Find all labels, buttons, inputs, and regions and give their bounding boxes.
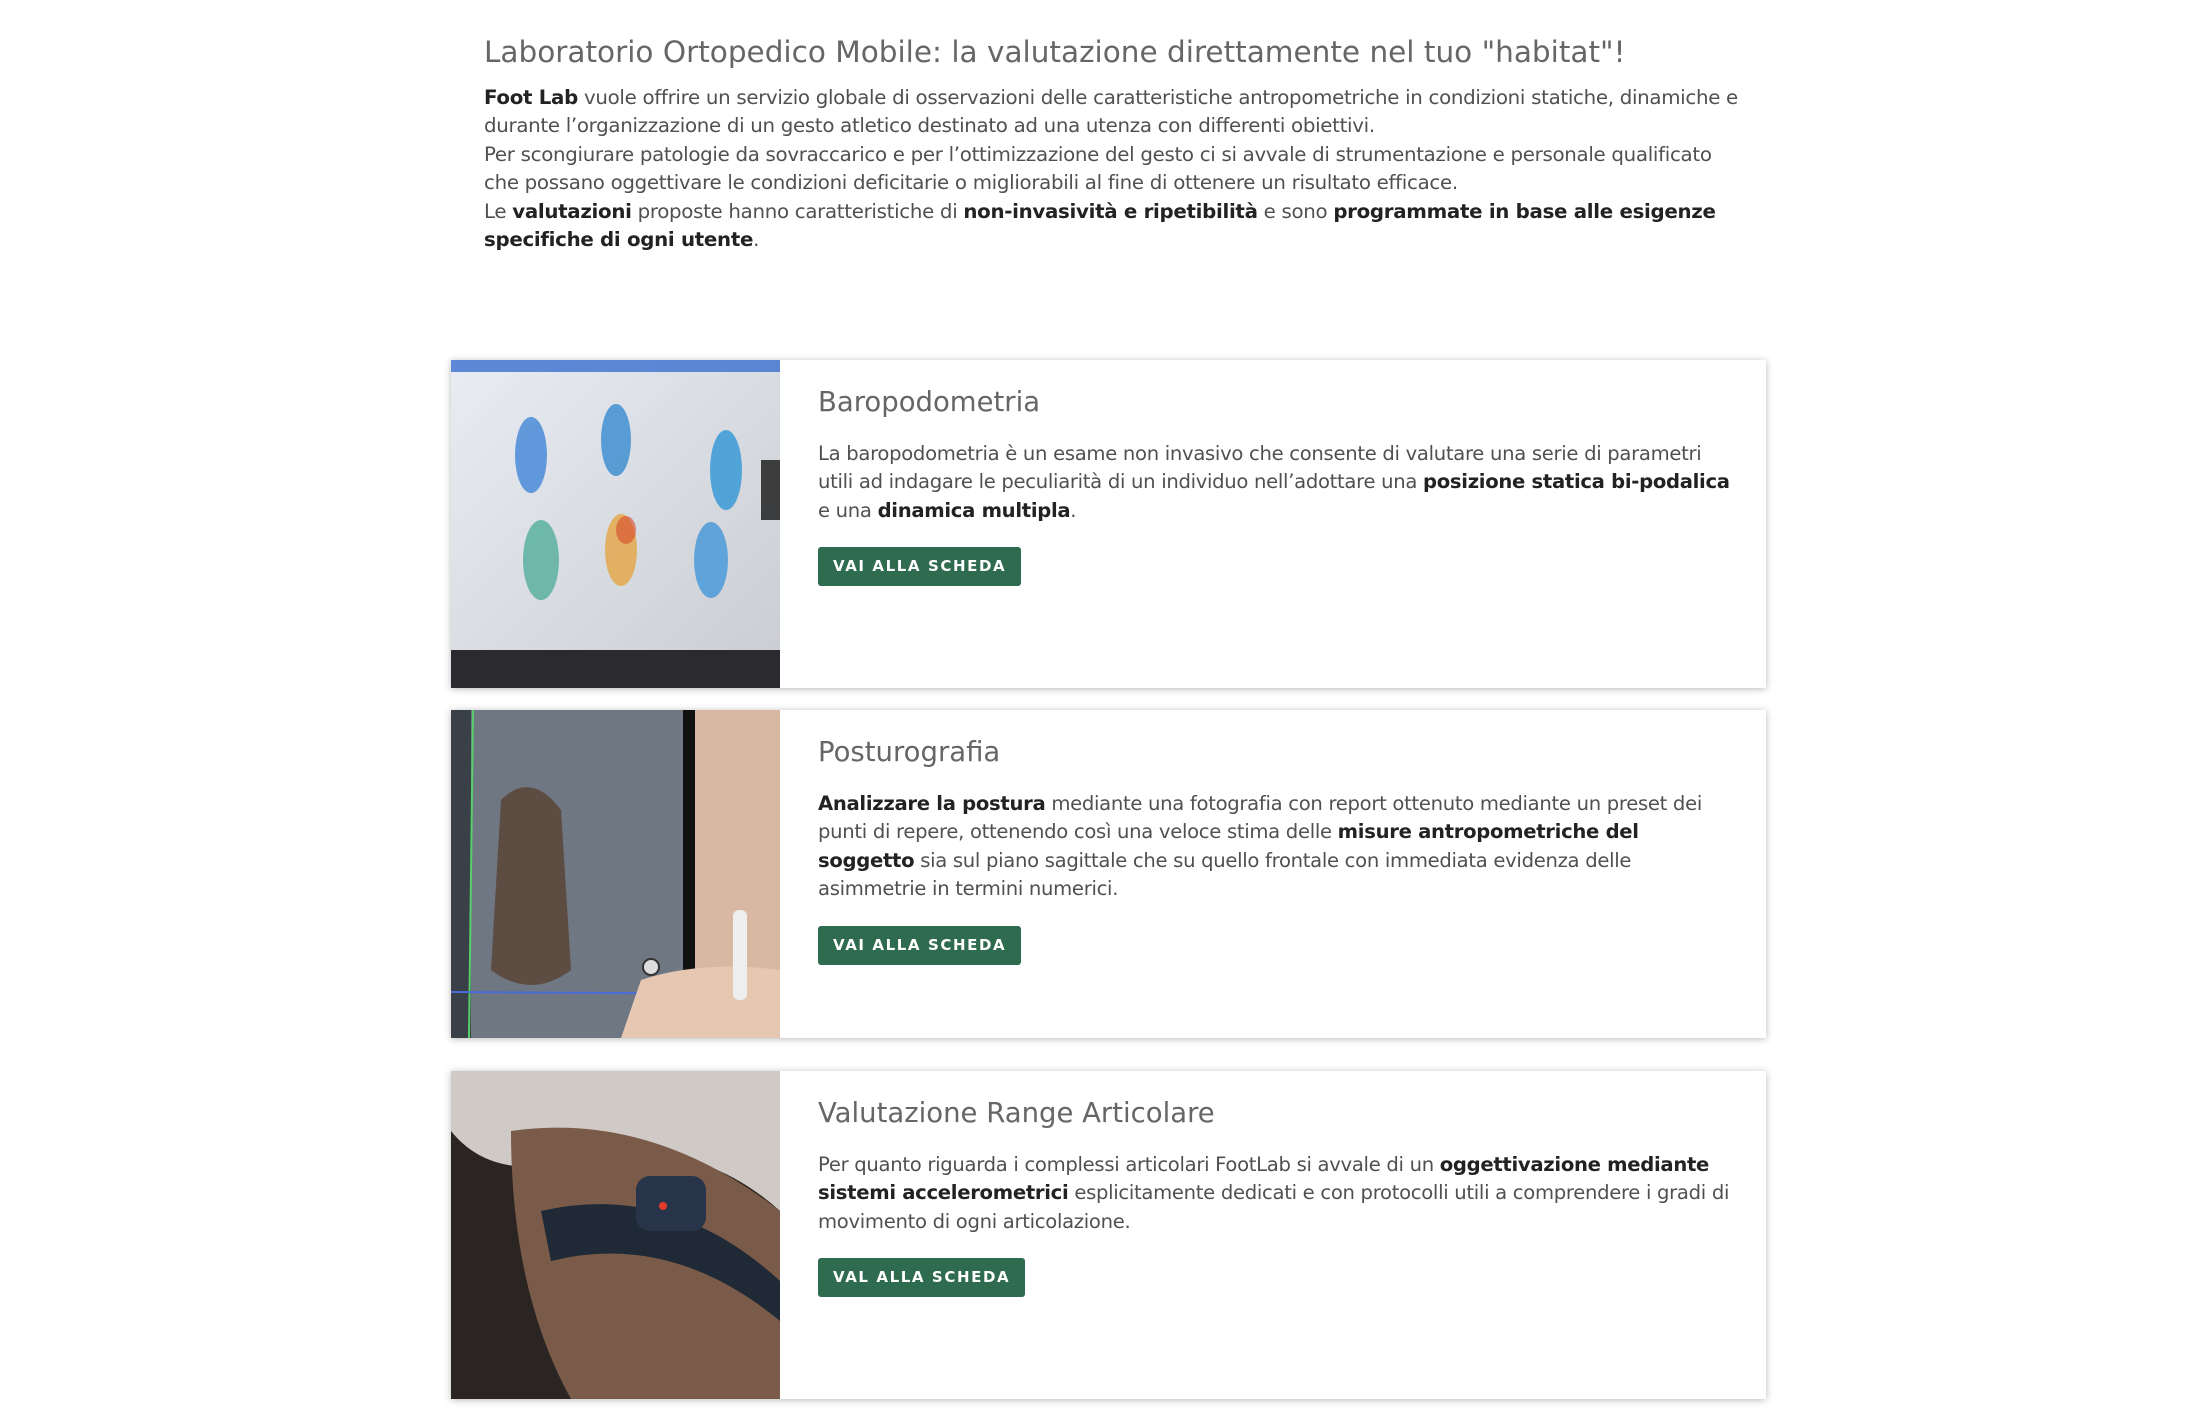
val-alla-scheda-button[interactable]: VAL ALLA SCHEDA	[818, 1258, 1025, 1297]
posturografia-image	[451, 710, 780, 1038]
range-articolare-image	[451, 1071, 780, 1399]
brand-name: Foot Lab	[484, 86, 578, 109]
vai-alla-scheda-button[interactable]: VAI ALLA SCHEDA	[818, 926, 1021, 965]
service-card-baropodometria	[451, 360, 1766, 688]
card-title: Valutazione Range Articolare	[818, 1097, 1215, 1129]
page-title: Laboratorio Ortopedico Mobile: la valutazione direttamente nel tuo "habitat"!	[484, 35, 1626, 69]
card-title: Baropodometria	[818, 386, 1041, 418]
service-card-range-articolare	[451, 1071, 1766, 1399]
service-card-posturografia	[451, 710, 1766, 1038]
card-body	[780, 1071, 1730, 1399]
intro-paragraph: Foot Lab vuole offrire un servizio globale di osservazioni delle caratteristiche antropometriche in condizioni statiche, dinamiche e durante l’organizzazione di un gesto atletico destinato ad una utenza con differenti obiettivi. Per scongiurare patologie da sovraccarico e per l’ottimizzazione del gesto ci si avvale di strumentazione e personale qualificato che possano oggettivare le condizioni deficitarie o migliorabili al fine di ottenere un risultato efficace. Le valutazioni proposte hanno caratteristiche di non-invasività e ripetibilità e sono programmate in base alle esigenze specifiche di ogni utente.	[484, 86, 1738, 252]
intro-section	[484, 30, 1744, 254]
card-description: La baropodometria è un esame non invasivo che consente di valutare una serie di parametri utili ad indagare le peculiarità di un individuo nell’adottare una posizione statica bi-podalica e una dinamica multipla.	[818, 442, 1730, 522]
card-description: Per quanto riguarda i complessi articolari FootLab si avvale di un oggettivazione mediante sistemi accelerometrici esplicitamente dedicati e con protocolli utili a comprendere i gradi di movimento di ogni articolazione.	[818, 1153, 1730, 1233]
card-body	[780, 360, 1730, 688]
card-title: Posturografia	[818, 736, 1001, 768]
card-body	[780, 710, 1730, 1038]
vai-alla-scheda-button[interactable]: VAI ALLA SCHEDA	[818, 547, 1021, 586]
baropodometria-image	[451, 360, 780, 688]
card-description: Analizzare la postura mediante una fotografia con report ottenuto mediante un preset dei punti di repere, ottenendo così una veloce stima delle misure antropometriche del soggetto sia sul piano sagittale che su quello frontale con immediata evidenza delle asimmetrie in termini numerici.	[818, 792, 1702, 901]
